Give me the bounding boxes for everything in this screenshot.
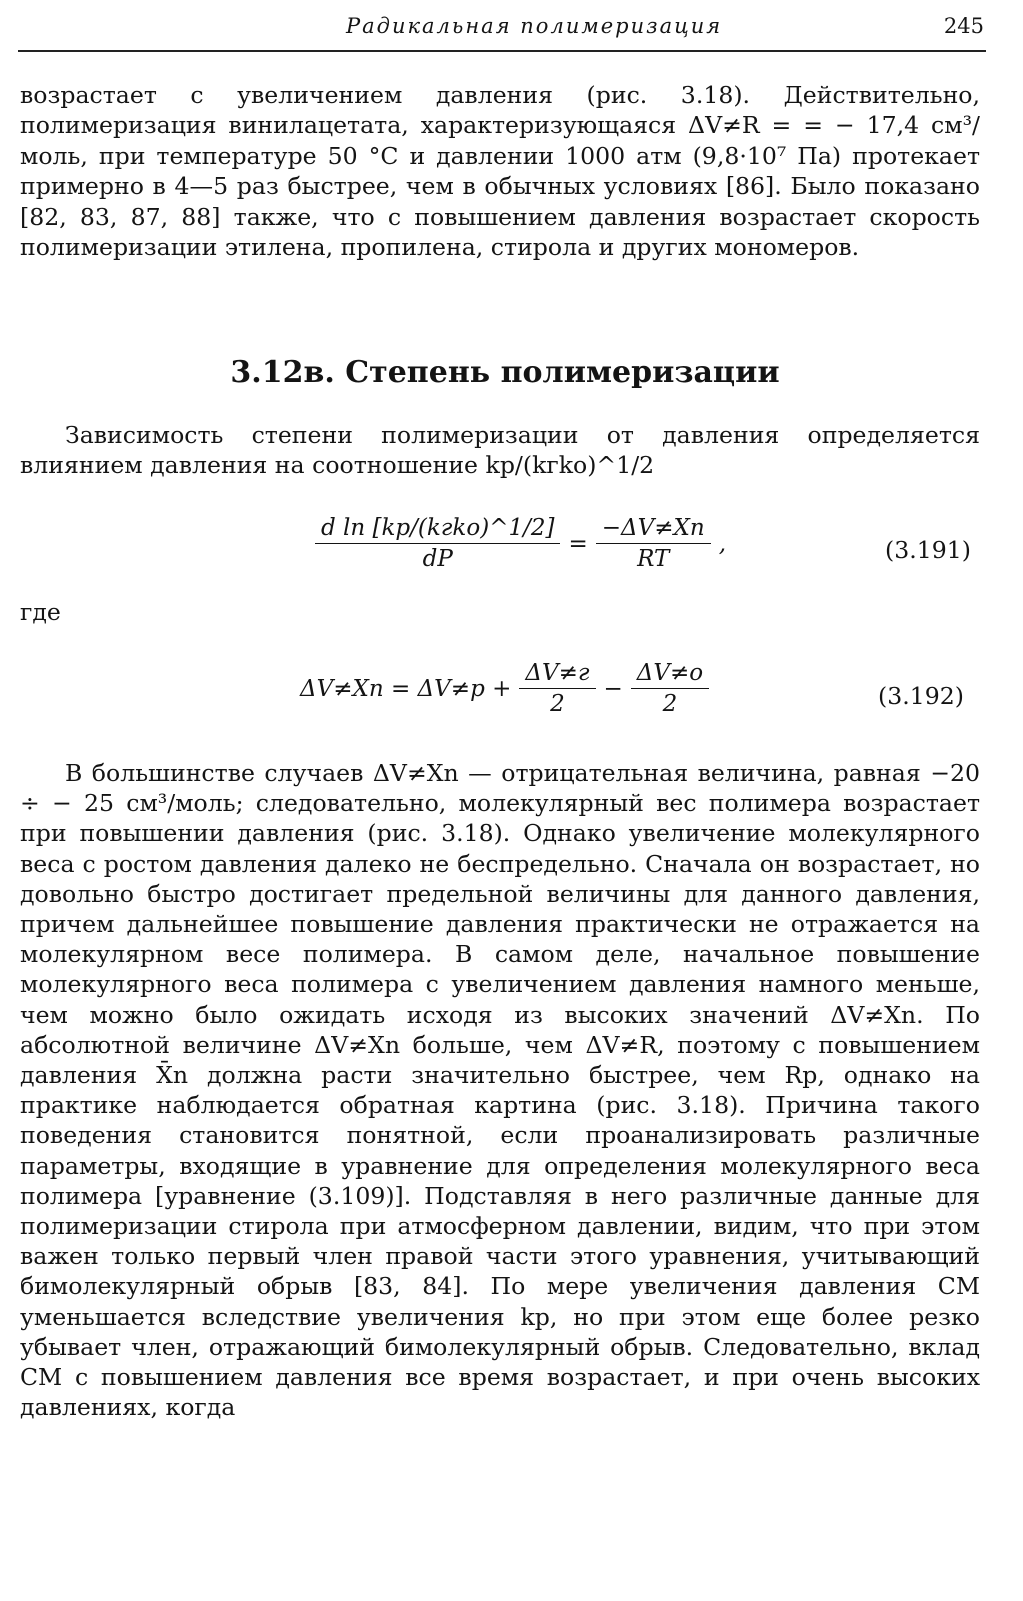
equation-192-frac1-denominator: 2 <box>550 691 565 717</box>
equation-191-rhs-denominator: RT <box>637 546 670 572</box>
paragraph-3: В большинстве случаев ΔV≠Xn — отрицательная величина, равная −20 ÷ − 25 см³/моль; следовательно, молекулярный вес полимера возрастает при повышении давления (рис. 3.18). Однако увеличение молекулярного веса с ростом давления далеко не беспредельно. Сначала он возрастает, но довольно быстро достигает предельной величины для данного давления, причем дальнейшее повышение давления практически не отражается на молекулярном весе полимера. В самом деле, начальное повышение молекулярного веса полимера с увеличением давления намного меньше, чем можно было ожидать исходя из высоких значений ΔV≠Xn. По абсолютной величине ΔV≠Xn больше, чем ΔV≠R, поэтому с повышением давления X̄n должна расти значительно быстрее, чем Rр, однако на практике наблюдается обратная картина (рис. 3.18). Причина такого поведения становится понятной, если проанализировать различные параметры, входящие в уравнение для определения молекулярного веса полимера [уравнение (3.109)]. Подставляя в него различные данные для полимеризации стирола при атмосферном давлении, видим, что при этом важен только первый член правой части этого уравнения, учитывающий бимолекулярный обрыв [83, 84]. По мере увеличения давления CМ уменьшается вследствие увеличения kр, но при этом еще более резко убывает член, отражающий бимолекулярный обрыв. Следовательно, вклад CМ с повышением давления все время возрастает, и при очень высоких давлениях, когда <box>20 759 980 1422</box>
section-heading: 3.12в. Степень полимеризации <box>230 355 780 390</box>
equation-192-frac2-denominator: 2 <box>662 691 678 717</box>
equation-191-label: (3.191) <box>885 536 971 564</box>
equation-3-191 <box>315 515 726 572</box>
page-number: 245 <box>943 14 984 38</box>
equation-192-frac1 <box>519 660 595 717</box>
equation-192-lhs: ΔV≠Xn = ΔV≠р + <box>300 675 512 702</box>
paragraph-1: возрастает с увеличением давления (рис. 3.18). Действительно, полимеризация винилацетата, характеризующаяся ΔV≠R = = − 17,4 см³/моль, при температуре 50 °C и давлении 1000 атм (9,8·10⁷ Па) протекает примерно в 4—5 раз быстрее, чем в обычных условиях [86]. Было показано [82, 83, 87, 88] также, что с повышением давления возрастает скорость полимеризации этилена, пропилена, стирола и других мономеров. <box>20 81 980 262</box>
equals-sign: = <box>568 530 588 557</box>
running-title: Радикальная полимеризация <box>346 14 723 38</box>
minus-sign: − <box>603 675 623 702</box>
equation-191-lhs <box>315 515 560 572</box>
equation-192-frac1-numerator: ΔV≠г <box>519 660 595 689</box>
equation-3-192 <box>300 660 709 717</box>
equation-192-frac2 <box>631 660 709 717</box>
paragraph-2: Зависимость степени полимеризации от давления определяется влиянием давления на соотношение kр/(kгkо)^1/2 <box>20 421 980 480</box>
header-rule <box>18 50 986 52</box>
equation-191-lhs-numerator: d ln [kр/(kгkо)^1/2] <box>315 515 560 544</box>
equation-191-rhs-numerator: −ΔV≠Xn <box>596 515 711 544</box>
equation-192-frac2-numerator: ΔV≠о <box>631 660 709 689</box>
equation-191-rhs <box>596 515 711 572</box>
equation-192-label: (3.192) <box>878 682 964 710</box>
where-word: где <box>20 598 61 626</box>
page-header <box>18 12 990 46</box>
comma: , <box>718 530 726 557</box>
equation-191-lhs-denominator: dP <box>422 546 453 572</box>
